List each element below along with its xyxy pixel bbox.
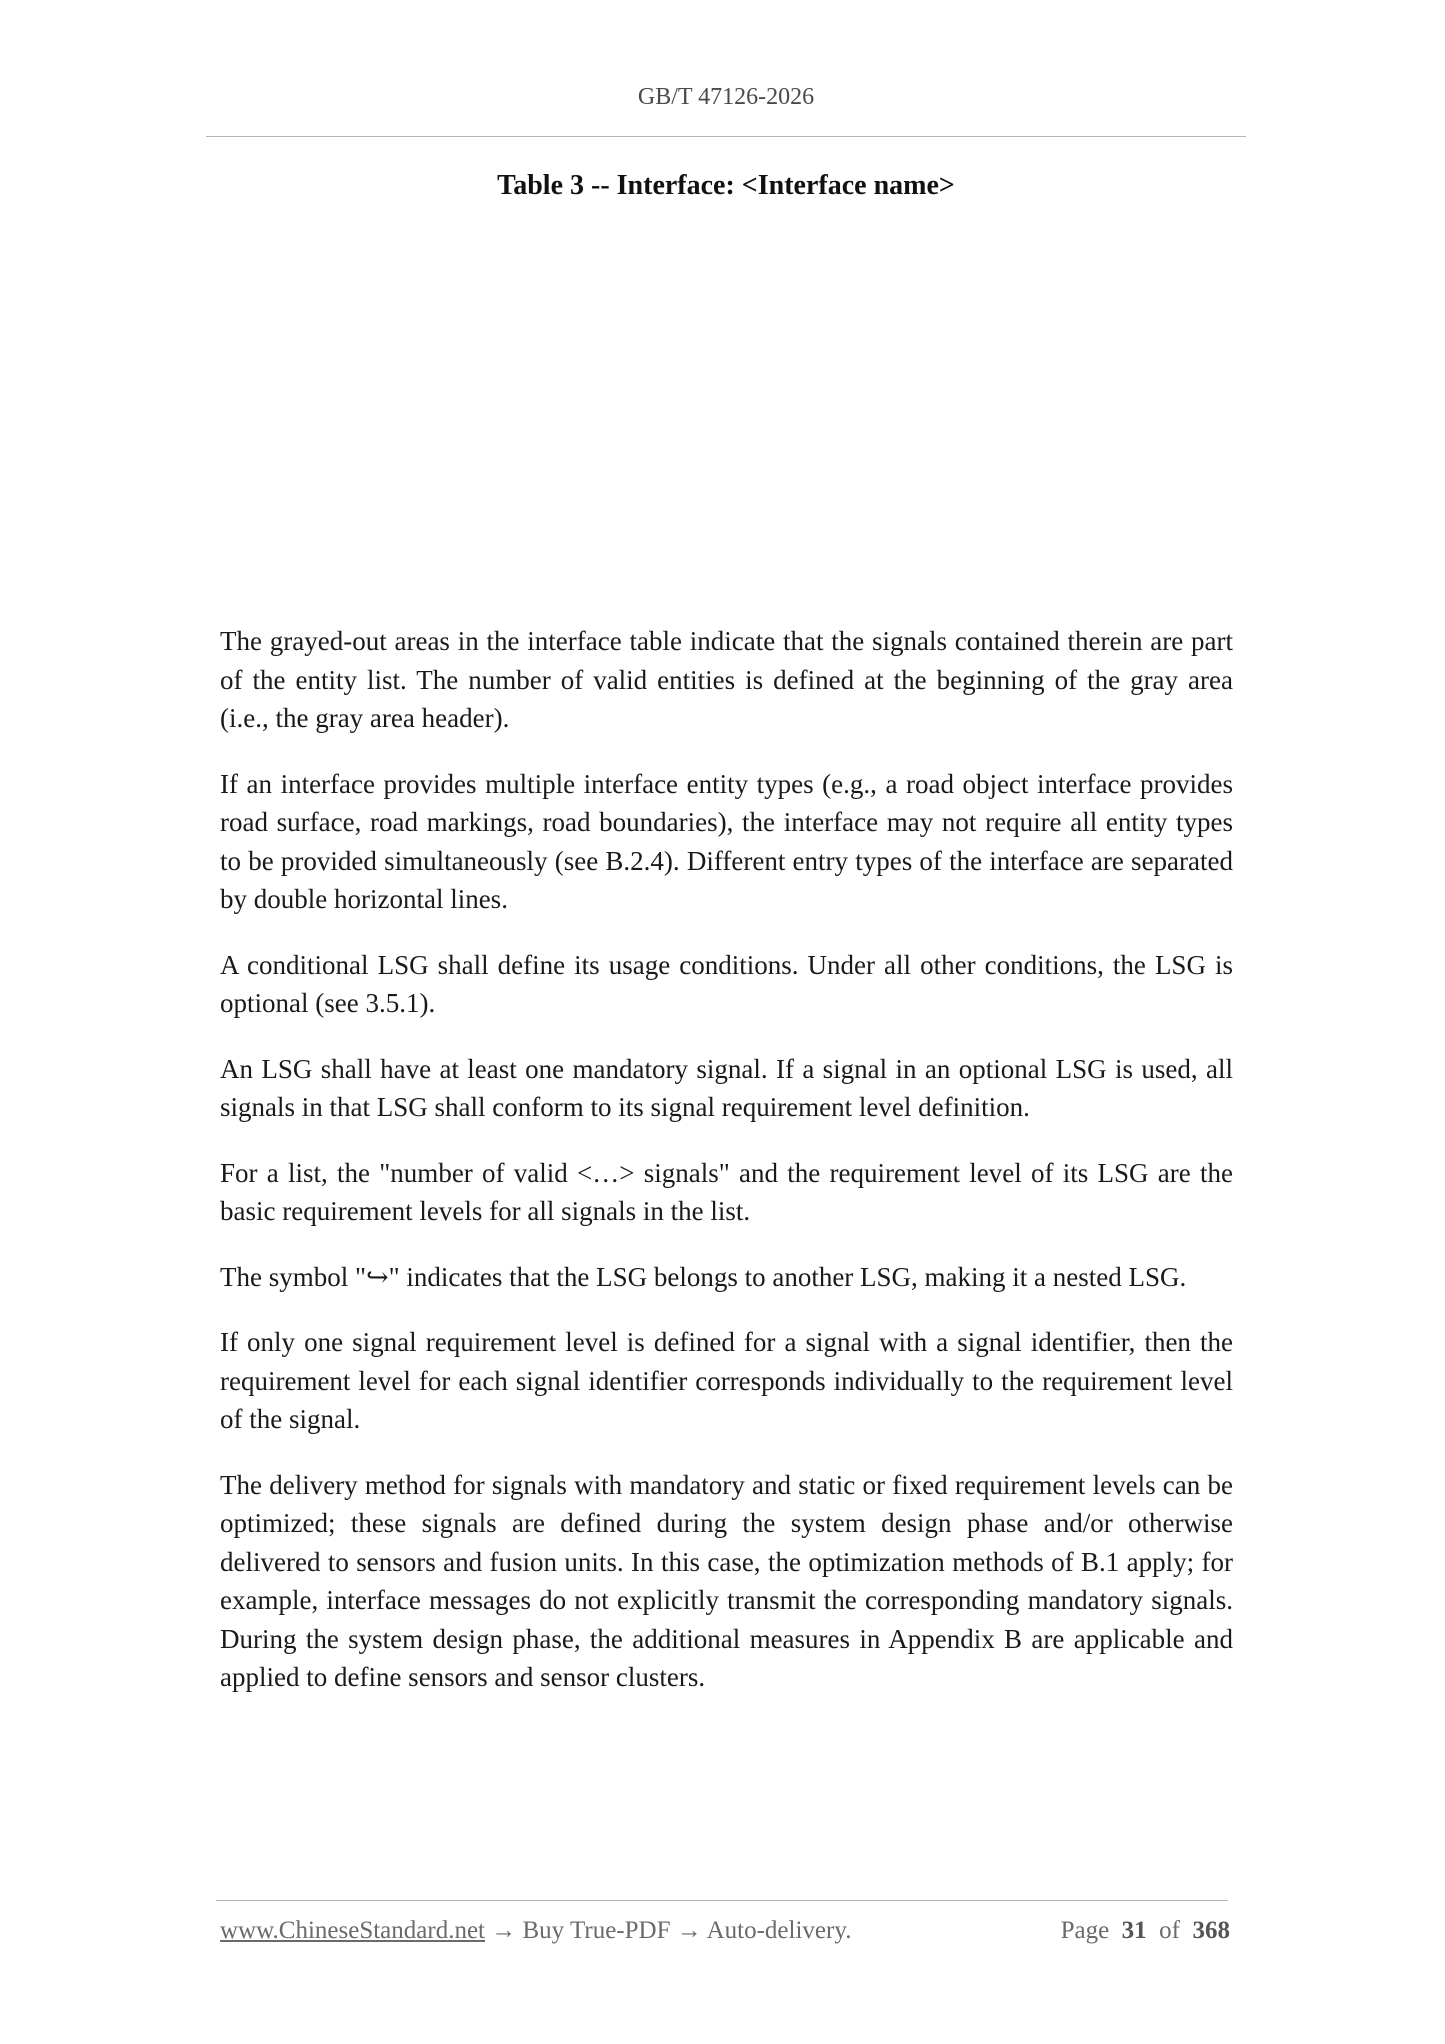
paragraph-delivery-method: The delivery method for signals with mandatory and static or fixed requirement levels can be optimized; these signals are defined during the system design phase and/or otherwise delivered to sensors and fusion units. In this case, the optimization methods of B.1 apply; for example, interface messages do not explicitly transmit the corresponding mandatory signals. During the system design phase, the additional measures in Appendix B are applicable and applied to define sensors and sensor clusters.	[220, 1469, 1233, 1692]
paragraph-grayed-areas: The grayed-out areas in the interface table indicate that the signals contained therein are part of the entity list. The number of valid entities is defined at the beginning of the gray area (i.e., the gray area header).	[220, 626, 1233, 733]
page-label: Page	[1060, 1917, 1110, 1944]
paragraph-signal-identifier: If only one signal requirement level is defined for a signal with a signal identifier, then the requirement level for each signal identifier corresponds individually to the requirement level of the signal.	[220, 1327, 1233, 1434]
body-text	[220, 622, 1233, 1724]
paragraph-list-requirement: For a list, the "number of valid <…> signals" and the requirement level of its LSG are the basic requirement levels for all signals in the list.	[220, 1157, 1233, 1226]
page-footer	[220, 1917, 1230, 1953]
footer-promo	[220, 1917, 851, 1945]
page-current: 31	[1121, 1917, 1147, 1944]
page-of-label: of	[1159, 1917, 1180, 1944]
header-divider	[206, 136, 1246, 137]
page-number	[1061, 1917, 1230, 1945]
paragraph-entity-types: If an interface provides multiple interface entity types (e.g., a road object interface provides road surface, road markings, road boundaries), the interface may not require all entity types to be provided simultaneously (see B.2.4). Different entry types of the interface are separated by double horizontal lines.	[220, 768, 1233, 914]
paragraph-mandatory-signal: An LSG shall have at least one mandatory signal. If a signal in an optional LSG is used, all signals in that LSG shall conform to its signal requirement level definition.	[220, 1053, 1233, 1122]
paragraph-conditional-lsg: A conditional LSG shall define its usage conditions. Under all other conditions, the LSG is optional (see 3.5.1).	[220, 949, 1233, 1018]
table-title: Table 3 -- Interface: <Interface name>	[497, 170, 955, 201]
page-header: GB/T 47126-2026	[637, 84, 815, 110]
website-link[interactable]: www.ChineseStandard.net	[220, 1917, 485, 1944]
page-total: 368	[1192, 1917, 1230, 1944]
footer-trail: → Buy True-PDF → Auto-delivery.	[485, 1917, 852, 1944]
footer-divider	[216, 1900, 1228, 1901]
paragraph-nested-lsg: The symbol "↪" indicates that the LSG belongs to another LSG, making it a nested LSG.	[220, 1261, 1187, 1292]
